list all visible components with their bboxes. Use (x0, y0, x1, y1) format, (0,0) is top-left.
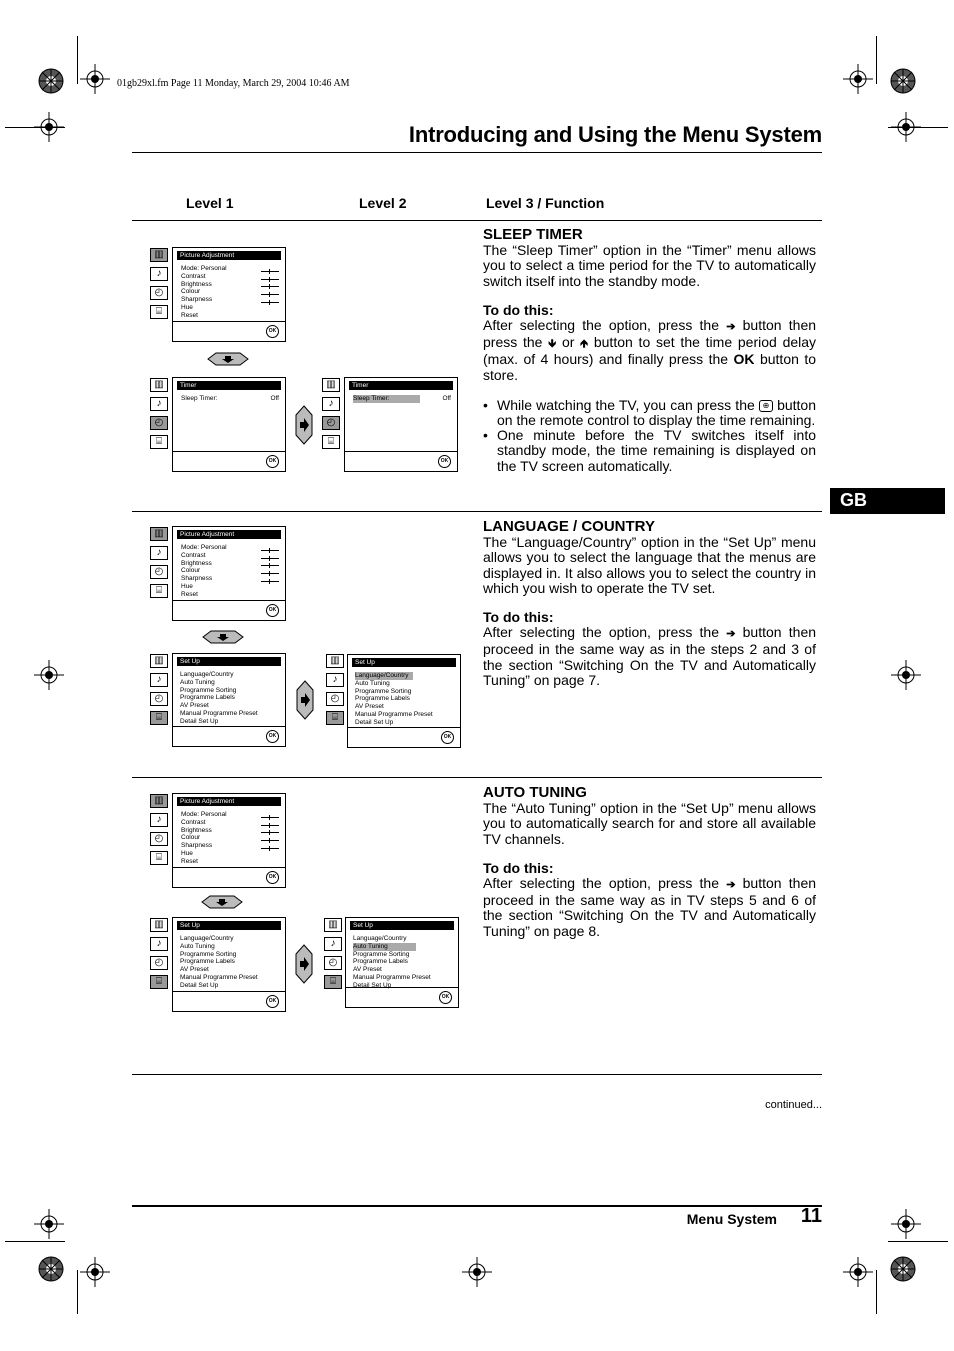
setup-menu (172, 917, 286, 1012)
sound-icon: ♪ (150, 397, 168, 411)
language-country-section (483, 519, 816, 688)
registration-mark (891, 1209, 921, 1239)
slider-icon (261, 550, 279, 551)
menu-title: Picture Adjustment (177, 530, 281, 539)
timer-icon: ◴ (322, 416, 340, 430)
slider-icon (261, 581, 279, 582)
menu-item-sleep-timer: Sleep Timer: Off (181, 395, 279, 402)
section-intro: The “Auto Tuning” option in the “Set Up” menu allows you to automatically search for and store all available TV channels. (483, 800, 816, 847)
list-item: • While watching the TV, you can press the ⊕ button on the remote control to display the time remaining. (483, 398, 816, 428)
menu-title: Set Up (177, 657, 281, 666)
crop-line (876, 1270, 877, 1314)
menu-item: Manual Programme Preset (353, 973, 431, 981)
color-target-mark (890, 1256, 916, 1282)
menu-item: AV Preset (180, 702, 209, 710)
todo-heading: To do this: (483, 301, 554, 318)
menu-item-colour: Colour (181, 834, 279, 842)
down-arrow-icon (201, 630, 245, 644)
menu-item: Language/Country (180, 935, 234, 942)
slider-icon (261, 848, 279, 849)
setup-menu-selected (345, 917, 459, 1008)
timer-icon: ◴ (324, 956, 342, 970)
registration-mark (80, 64, 110, 94)
title-rule (132, 152, 822, 153)
continued-note: continued... (765, 1099, 822, 1111)
menu-item-contrast: Contrast (181, 819, 279, 827)
section-intro: The “Sleep Timer” option in the “Timer” menu allows you to select a time period for the TV to automatically switch itself into the standby mode. (483, 242, 816, 289)
menu-item-brightness: Brightness (181, 560, 279, 568)
file-info: 01gb29xl.fm Page 11 Monday, March 29, 2004 10:46 AM (117, 78, 350, 89)
picture-icon: ▥ (324, 918, 342, 932)
menu-item-mode: Mode: Personal (181, 265, 227, 272)
menu-icon-column (326, 654, 346, 730)
crop-line (77, 36, 78, 84)
tips-list (483, 398, 816, 474)
column-heading-level2: Level 2 (359, 195, 407, 211)
menu-item-sleep-timer: Sleep Timer: Off (353, 395, 451, 402)
menu-item-colour: Colour (181, 567, 279, 575)
menu-item: Programme Labels (180, 958, 235, 966)
menu-item: Auto Tuning (355, 679, 390, 687)
registration-mark (843, 1257, 873, 1287)
registration-mark (462, 1257, 492, 1287)
menu-item-hue: Hue (181, 304, 279, 312)
auto-tuning-section (483, 785, 816, 939)
menu-item-contrast: Contrast (181, 552, 279, 560)
menu-item: Auto Tuning (180, 942, 215, 950)
menu-item: Programme Sorting (180, 950, 237, 958)
menu-icon-column (150, 378, 170, 454)
slider-icon (261, 279, 279, 280)
section-heading: LANGUAGE / COUNTRY (483, 518, 655, 535)
menu-item: Programme Labels (355, 695, 410, 703)
menu-title: Set Up (177, 921, 281, 930)
ok-icon: OK (266, 871, 279, 884)
menu-icon-column (150, 248, 170, 324)
crop-line (77, 1270, 78, 1314)
timer-icon: ◴ (150, 692, 168, 706)
menu-item: AV Preset (353, 966, 382, 974)
page-title: Introducing and Using the Menu System (408, 122, 822, 147)
menu-icon-column (322, 378, 342, 454)
slider-icon (261, 832, 279, 833)
section-divider (132, 777, 822, 778)
setup-menu (172, 653, 286, 747)
menu-item-reset: Reset (181, 311, 198, 319)
menu-title: Picture Adjustment (177, 797, 281, 806)
picture-adjustment-menu (172, 793, 286, 888)
slider-icon (261, 302, 279, 303)
page-number: 11 (800, 1205, 822, 1227)
ok-icon: OK (266, 604, 279, 617)
sound-icon: ♪ (150, 546, 168, 560)
sound-icon: ♪ (150, 673, 168, 687)
down-arrow-icon: 🡻 (548, 338, 557, 351)
down-arrow-icon (206, 352, 250, 366)
crop-line (5, 127, 65, 128)
up-arrow-icon: 🡹 (580, 338, 589, 351)
menu-icon-column (150, 794, 170, 870)
setup-icon: ⌸ (322, 435, 340, 449)
menu-title: Set Up (352, 658, 456, 667)
todo-heading: To do this: (483, 609, 554, 626)
timer-icon: ◴ (150, 416, 168, 430)
picture-icon: ▥ (326, 654, 344, 668)
section-divider (132, 1074, 822, 1075)
timer-icon: ◴ (150, 286, 168, 300)
setup-icon: ⌸ (150, 435, 168, 449)
timer-menu-selected (344, 377, 458, 472)
setup-icon: ⌸ (150, 305, 168, 319)
right-arrow-icon: ➔ (726, 879, 736, 892)
todo-heading: To do this: (483, 859, 554, 876)
slider-icon (261, 573, 279, 574)
crop-line (5, 1241, 65, 1242)
section-divider (132, 220, 822, 221)
footer-rule (132, 1205, 822, 1207)
sound-icon: ♪ (322, 397, 340, 411)
right-arrow-icon (296, 680, 314, 720)
timer-button-icon: ⊕ (759, 400, 773, 412)
color-target-mark (890, 68, 916, 94)
ok-icon: OK (266, 995, 279, 1008)
right-arrow-icon: ➔ (726, 628, 736, 641)
crop-line (888, 1241, 948, 1242)
setup-icon: ⌸ (150, 975, 168, 989)
picture-adjustment-menu (172, 247, 286, 342)
timer-icon: ◴ (150, 956, 168, 970)
menu-title: Timer (177, 381, 281, 390)
slider-icon (261, 271, 279, 272)
menu-item-brightness: Brightness (181, 281, 279, 289)
menu-icon-column (150, 527, 170, 603)
registration-mark (34, 660, 64, 690)
menu-item: Programme Sorting (180, 686, 237, 694)
ok-icon: OK (266, 325, 279, 338)
timer-icon: ◴ (150, 832, 168, 846)
ok-icon: OK (441, 731, 454, 744)
section-heading: SLEEP TIMER (483, 226, 583, 243)
picture-icon: ▥ (150, 654, 168, 668)
picture-icon: ▥ (150, 918, 168, 932)
menu-title: Set Up (350, 921, 454, 930)
sleep-timer-section (483, 227, 816, 474)
menu-item: Manual Programme Preset (180, 973, 258, 981)
slider-icon (261, 840, 279, 841)
setup-icon: ⌸ (150, 584, 168, 598)
menu-item: Detail Set Up (180, 981, 219, 989)
right-arrow-icon (295, 944, 313, 984)
menu-item-mode: Mode: Personal (181, 544, 227, 551)
setup-icon: ⌸ (150, 711, 168, 725)
menu-item-reset: Reset (181, 590, 198, 598)
timer-menu (172, 377, 286, 472)
registration-mark (843, 64, 873, 94)
menu-item-sharpness: Sharpness (181, 575, 279, 583)
menu-item-contrast: Contrast (181, 273, 279, 281)
column-heading-level1: Level 1 (186, 195, 234, 211)
registration-mark (80, 1257, 110, 1287)
section-heading: AUTO TUNING (483, 784, 587, 801)
timer-icon: ◴ (150, 565, 168, 579)
menu-icon-column (150, 654, 170, 730)
menu-title: Picture Adjustment (177, 251, 281, 260)
language-tab: GB (830, 488, 945, 514)
menu-item: Detail Set Up (355, 718, 394, 726)
column-heading-level3: Level 3 / Function (486, 195, 605, 211)
section-steps: After selecting the option, press the ➔ button then proceed in the same way as in the steps 2 and 3 of the section “Switching On the TV and Automatically Tuning” on page 7. (483, 624, 817, 688)
sound-icon: ♪ (326, 673, 344, 687)
down-arrow-icon (200, 895, 244, 909)
registration-mark (891, 660, 921, 690)
menu-item-reset: Reset (181, 857, 198, 865)
setup-icon: ⌸ (326, 711, 344, 725)
menu-item: AV Preset (355, 703, 384, 711)
list-item: • One minute before the TV switches itself into standby mode, the time remaining is displayed on the TV screen automatically. (483, 428, 816, 474)
menu-item: Programme Sorting (355, 687, 412, 695)
sound-icon: ♪ (324, 937, 342, 951)
ok-icon: OK (266, 730, 279, 743)
menu-item: Programme Labels (353, 958, 408, 966)
ok-icon: OK (266, 455, 279, 468)
menu-item-sharpness: Sharpness (181, 296, 279, 304)
menu-item: Language/Country (353, 935, 407, 942)
color-target-mark (38, 68, 64, 94)
picture-icon: ▥ (150, 248, 168, 262)
sound-icon: ♪ (150, 813, 168, 827)
sound-icon: ♪ (150, 937, 168, 951)
menu-title: Timer (349, 381, 453, 390)
section-divider (132, 511, 822, 512)
picture-icon: ▥ (150, 794, 168, 808)
footer-label: Menu System (686, 1211, 777, 1227)
slider-icon (261, 558, 279, 559)
menu-item: Manual Programme Preset (355, 710, 433, 718)
slider-icon (261, 294, 279, 295)
menu-item: Detail Set Up (353, 981, 392, 989)
menu-item: Programme Labels (180, 694, 235, 702)
sound-icon: ♪ (150, 267, 168, 281)
menu-item: Manual Programme Preset (180, 709, 258, 717)
section-steps: After selecting the option, press the ➔ button then press the 🡻 or 🡹 button to set the time period delay (max. of 4 hours) and finally press the OK button to store. (483, 317, 817, 383)
crop-line (876, 36, 877, 84)
menu-item-hue: Hue (181, 850, 279, 858)
right-arrow-icon: ➔ (726, 321, 736, 334)
color-target-mark (38, 1256, 64, 1282)
slider-icon (261, 825, 279, 826)
slider-icon (261, 817, 279, 818)
setup-icon: ⌸ (324, 975, 342, 989)
right-arrow-icon (295, 405, 313, 445)
section-steps: After selecting the option, press the ➔ button then proceed in the same way as in TV steps 5 and 6 of the section “Switching On the TV and Automatically Tuning” on page 8. (483, 875, 817, 939)
slider-icon (261, 286, 279, 287)
menu-item: Programme Sorting (353, 950, 410, 958)
section-intro: The “Language/Country” option in the “Set Up” menu allows you to select the language that the menus are displayed in. It also allows you to select the country in which you wish to operate the TV set. (483, 534, 816, 596)
picture-icon: ▥ (150, 527, 168, 541)
setup-icon: ⌸ (150, 851, 168, 865)
slider-icon (261, 565, 279, 566)
ok-icon: OK (438, 455, 451, 468)
picture-icon: ▥ (150, 378, 168, 392)
setup-menu-selected (347, 654, 461, 748)
menu-item: AV Preset (180, 966, 209, 974)
picture-icon: ▥ (322, 378, 340, 392)
menu-item: Language/Country (355, 672, 454, 680)
menu-item: Auto Tuning (180, 678, 215, 686)
menu-item: Detail Set Up (180, 717, 219, 725)
menu-item: Language/Country (180, 671, 234, 678)
registration-mark (34, 1209, 64, 1239)
menu-item-brightness: Brightness (181, 827, 279, 835)
menu-item-mode: Mode: Personal (181, 811, 227, 818)
menu-item: Auto Tuning (353, 943, 452, 951)
timer-icon: ◴ (326, 692, 344, 706)
menu-item-sharpness: Sharpness (181, 842, 279, 850)
menu-item-colour: Colour (181, 288, 279, 296)
ok-icon: OK (439, 991, 452, 1004)
picture-adjustment-menu (172, 526, 286, 621)
menu-item-hue: Hue (181, 583, 279, 591)
crop-line (888, 127, 948, 128)
menu-icon-column (150, 918, 170, 994)
menu-icon-column (324, 918, 344, 994)
